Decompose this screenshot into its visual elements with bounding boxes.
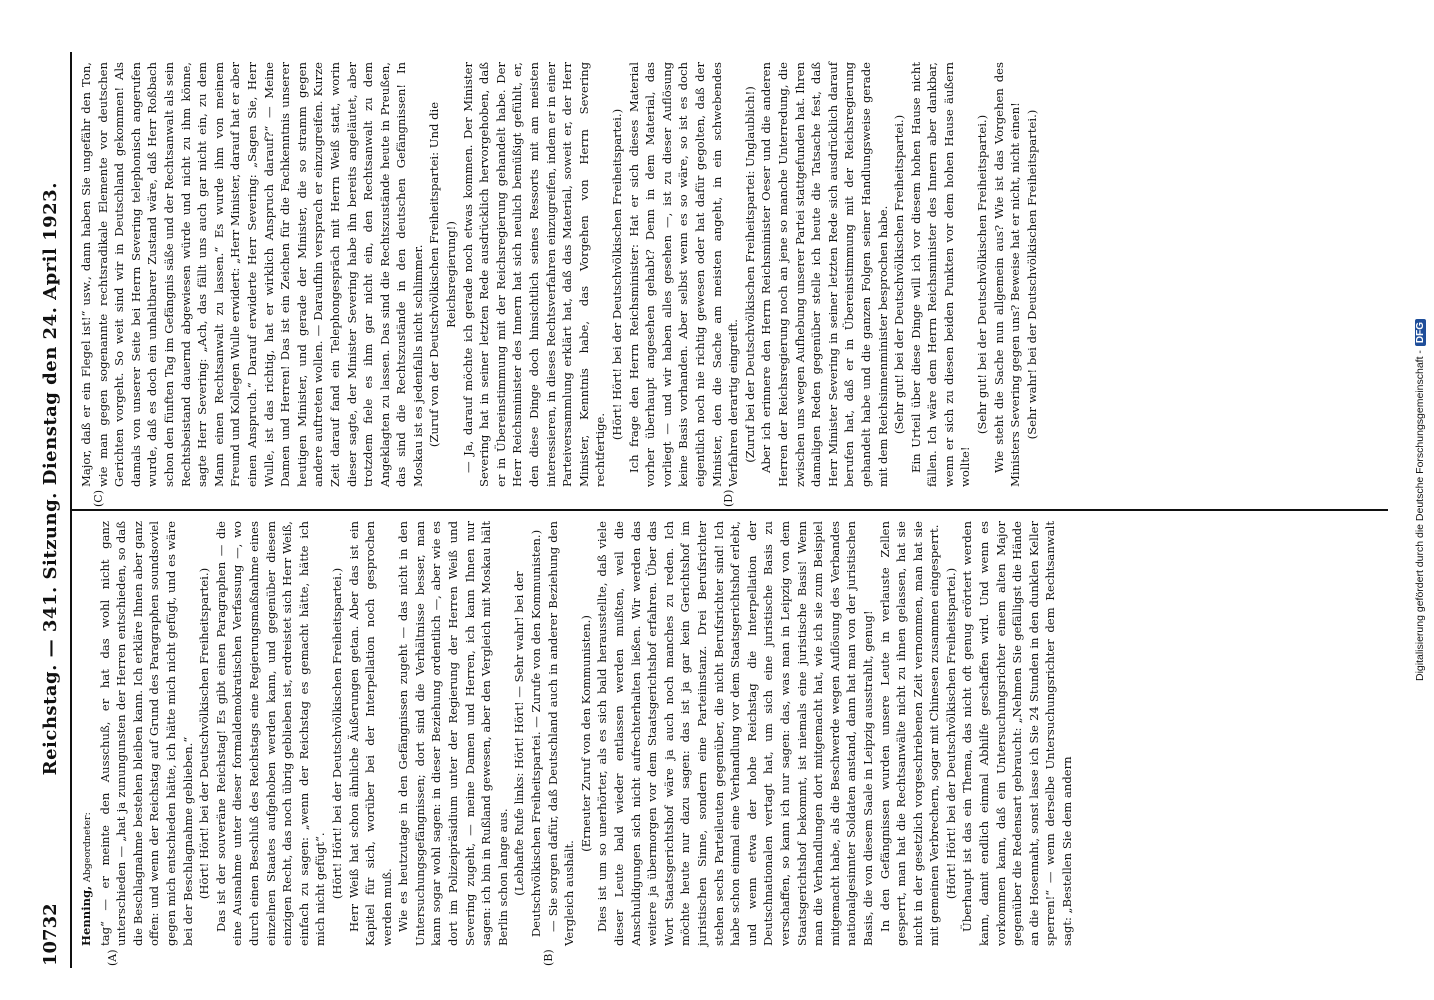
paragraph: — Sie sorgen dafür, daß Deutschland auch in anderer Beziehung den Vergleich aushält. <box>545 521 577 946</box>
paragraph: Ich frage den Herrn Reichsminister: Hat er sich dieses Material vorher überhaupt angesehen gehabt? Denn in dem Material, das vorliegt — und wir haben alles gesehen —, ist zu dieser Auflösung keine Basis vorhanden. Aber selbst wenn es so wäre, so ist es doch eigentlich noch nie richtig gewesen oder hat dafür gegolten, daß der Minister, den die Sache am meisten angeht, in ein schwebendes Verfahren derartig eingreift. <box>626 62 741 487</box>
page-title: Reichstag. — 341. Sitzung. Dienstag den 24. April 1923. <box>40 182 61 776</box>
paragraph: (Zuruf von der Deutschvölkischen Freiheitspartei: Und die Reichsregierung!) <box>427 101 459 448</box>
paragraph: (Sehr wahr! bei der Deutschvölkischen Freiheitspartei.) <box>1024 109 1039 440</box>
left-column-body <box>97 521 1076 946</box>
paragraph: (Sehr gut! bei der Deutschvölkischen Freiheitspartei.) <box>892 114 907 435</box>
paragraph: (Zuruf bei der Deutschvölkischen Freiheitspartei: Unglaublich!) <box>742 86 757 463</box>
speaker-name: Henning, <box>79 885 93 946</box>
margin-marker-a: (A) <box>106 949 119 966</box>
paragraph: (Hört! Hört! bei der Deutschvölkischen Freiheitspartei.) <box>329 567 344 900</box>
funding-credit: Digitalisierung gefördert durch die Deutsche Forschungsgemeinschaft - <box>1414 350 1426 682</box>
speaker-line <box>78 521 97 946</box>
margin-marker-b: (B) <box>542 949 555 966</box>
digitization-note <box>1410 8 1430 992</box>
right-column <box>72 52 1388 511</box>
paragraph: Major, daß er ein Flegel ist!“ usw., dann haben Sie ungefähr den Ton, wie man gegen sogenannte rechtsradikale Elemente vor deutschen Gerichten vorgeht. So weit sind wir in Deutschland gekommen! Als damals von unserer Seite bei Herrn Severing telephonisch angerufen wurde, daß es doch ein unhaltbarer Zustand wäre, daß Herr Roßbach schon den fünften Tag im Gefängnis säße und der Rechtsanwalt als sein Rechtsbeistand dauernd abgewiesen würde und nicht zu ihm könne, sagte Herr Severing: „Ach, das fällt uns auch gar nicht ein, zu dem Mann einen Rechtsanwalt zu lassen.“ Es wurde ihm von meinem Freund und Kollegen Wulle erwidert: „Herr Minister, darauf hat er aber einen Anspruch.“ Darauf erwiderte Herr Severing: „Sagen Sie, Herr Wulle, ist das richtig, hat er wirklich Anspruch darauf?“ — Meine Damen und Herren! Das ist ein Zeichen für die Fachkenntnis unserer heutigen Minister, und gerade der Minister, die so stramm gegen andere auftreten wollen. — Daraufhin versprach er einzugreifen. Kurze Zeit darauf fand ein Telephongespräch mit Herrn Weiß statt, worin dieser sagte, der Minister Severing habe ihn bereits angeläutet, aber trotzdem fiele es ihm gar nicht ein, den Rechtsanwalt zu dem Angeklagten zu lassen. Das sind die Rechtszustände heute in Preußen, das sind die Rechtszustände in den deutschen Gefängnissen! In Moskau ist es jedenfalls nicht schlimmer. <box>79 62 425 487</box>
text-columns <box>72 52 1388 968</box>
margin-marker-c: (C) <box>92 490 105 507</box>
paragraph: (Hört! Hört! bei der Deutschvölkischen Freiheitspartei.) <box>197 567 212 900</box>
paragraph: (Lebhafte Rufe links: Hört! Hört! — Sehr wahr! bei der Deutschvölkischen Freiheitspartei. — Zurufe von den Kommunisten.) <box>512 529 544 938</box>
paragraph: Das ist der souveräne Reichstag! Es gibt einen Paragraphen — die eine Ausnahme unter dieser formaldemokratischen Verfassung —, wo durch einen Beschluß des Reichstags eine Regierungsmaßnahme eines einzelnen Staates aufgehoben werden kann, und gegenüber diesem einzigen Recht, das noch übrig geblieben ist, erdreistet sich Herr Weiß, einfach zu sagen: „wenn der Reichstag es gemacht hätte, hätte ich mich nicht gefügt“. <box>213 521 328 946</box>
page-number: 10732 <box>40 903 61 966</box>
paragraph: (Erneuter Zuruf von den Kommunisten.) <box>578 615 593 852</box>
paragraph: Dies ist um so unerhörter, als es sich bald herausstellte, daß viele dieser Leute bald wieder entlassen werden mußten, weil die Anschuldigungen sich nicht aufrechterhalten ließen. Wir werden das weitere ja übermorgen vor dem Staatsgerichtshof erfahren. Über das Wort Staatsgerichtshof wäre ja auch noch manches zu reden. Ich möchte heute nur dazu sagen: das ist ja gar kein Gerichtshof im juristischen Sinne, sondern eine Parteiinstanz. Drei Berufsrichter stehen sechs Parteileuten gegenüber, die nicht Berufsrichter sind! Ich habe schon einmal eine Verhandlung vor dem Staatsgerichtshof erlebt, und wenn etwa der hohe Reichstag die Interpellation der Deutschnationalen vertagt hat, um sich eine juristische Basis zu verschaffen, so kann ich nur sagen: das, was man in Leipzig von dem Staatsgerichtshof bekommt, ist niemals eine juristische Basis! Wenn man die Verhandlungen dort mitgemacht hat, wie ich sie zum Beispiel mitgemacht habe, als die Beschwerde wegen Auflösung des Verbandes nationalgesinnter Soldaten anstand, dann hat man von der juristischen Basis, die von diesem Saale in Leipzig ausstrahlt, genug! <box>595 521 875 946</box>
digitization-note-text <box>1414 319 1426 681</box>
right-column-body <box>78 62 1040 487</box>
left-column <box>72 511 1388 968</box>
paragraph: Überhaupt ist das ein Thema, das nicht oft genug erörtert werden kann, damit endlich einmal Abhilfe geschaffen wird. Und wenn es vorkommen kann, daß ein Untersuchungsrichter einem alten Major gegenüber die Redensart gebraucht: „Nehmen Sie gefälligst die Hände an die Hosennaht, sonst lasse ich Sie 24 Stunden in den dunklen Keller sperren!“ — wenn derselbe Untersuchungsrichter dem Rechtsanwalt sagt: „Bestellen Sie dem andern <box>960 521 1075 946</box>
margin-marker-d: (D) <box>722 489 735 507</box>
paragraph: — Ja, darauf möchte ich gerade noch etwas kommen. Der Minister Severing hat in seiner letzten Rede ausdrücklich hervorgehoben, daß er in Übereinstimmung mit der Reichsregierung gehandelt habe. Der Herr Reichsminister des Innern hat sich neulich bemüßigt gefühlt, er, den diese Dinge doch hinsichtlich seines Ressorts mit am meisten interessieren, in dieses Rechtsverfahren einzugreifen, indem er in einer Parteiversammlung erklärt hat, daß das Material, soweit er, der Herr Minister, Kenntnis habe, das Vorgehen von Herrn Severing rechtfertige. <box>460 62 608 487</box>
paragraph: (Sehr gut! bei der Deutschvölkischen Freiheitspartei.) <box>975 114 990 435</box>
paragraph: (Hört! Hört! bei der Deutschvölkischen Freiheitspartei.) <box>943 567 958 900</box>
rotated-newspaper-page <box>36 40 1388 980</box>
speaker-role: Abgeordneter: <box>82 812 93 883</box>
paragraph: In den Gefängnissen wurden unsere Leute in verlauste Zellen gesperrt, man hat die Rechtsanwälte nicht zu ihnen gelassen, hat sie nicht in der gesetzlich vorgeschriebenen Zeit vernommen, man hat sie mit gemeinen Verbrechern, sogar mit Chinesen zusammen eingesperrt. <box>877 521 942 946</box>
paragraph: Wie es heutzutage in den Gefängnissen zugeht — das nicht in den Untersuchungsgefängnissen; dort sind die Verhältnisse besser, man kann sogar wohl sagen: in dieser Beziehung ordentlich —, aber wie es dort im Polizeipräsidium unter der Regierung der Herren Weiß und Severing zugeht, — meine Damen und Herren, ich kann Ihnen nur sagen: ich bin in Rußland gewesen, aber den Vergleich mit Moskau hält Berlin schon lange aus. <box>396 521 510 946</box>
paragraph: tag“ — er meinte den Ausschuß, er hat das wohl nicht ganz unterschieden — „hat ja zunungunsten der Herren entschieden, so daß die Beschlagnahme bestehen bleiben kann. Ich erkläre Ihnen aber ganz offen: und wenn der Reichstag auf Grund des Paragraphen soundsoviel gegen mich entschieden hätte, ich hätte mich nicht gefügt, und es wäre bei der Beschlagnahme geblieben.“ <box>97 521 195 946</box>
page-header <box>36 52 72 968</box>
paragraph: Wie steht die Sache nun allgemein aus? Wie ist das Vorgehen des Ministers Severing gegen uns? Beweise hat er nicht, nicht einen! <box>991 62 1023 487</box>
paragraph: Ein Urteil über diese Dinge will ich vor diesem hohen Hause nicht fällen. Ich wäre dem Herrn Reichsminister des Innern aber dankbar, wenn er sich zu diesen beiden Punkten vor dem hohen Hause äußern wollte! <box>908 62 973 487</box>
paragraph: Aber ich erinnere den Herrn Reichsminister Oeser und die anderen Herren der Reichsregierung noch an jene so manche Unterredung, die zwischen uns wegen Aufhebung unserer Partei stattgefunden hat. Ihren damaligen Reden gegenüber stelle ich heute die Tatsache fest, daß Herr Minister Severing in seiner letzten Rede sich ausdrücklich darauf berufen hat, daß er in Übereinstimmung mit der Reichsregierung gehandelt habe und die ganzen Folgen seiner Handlungsweise gerade mit dem Reichsinnenminister besprochen habe. <box>759 62 890 487</box>
paragraph: (Hört! Hört! bei der Deutschvölkischen Freiheitspartei.) <box>610 108 624 441</box>
paragraph: Herr Weiß hat schon ähnliche Äußerungen getan. Aber das ist ein Kapitel für sich, worüber bei der Interpellation noch gesprochen werden muß. <box>346 521 394 946</box>
page-frame <box>36 40 1388 980</box>
dfg-logo: DFG <box>1415 319 1426 346</box>
